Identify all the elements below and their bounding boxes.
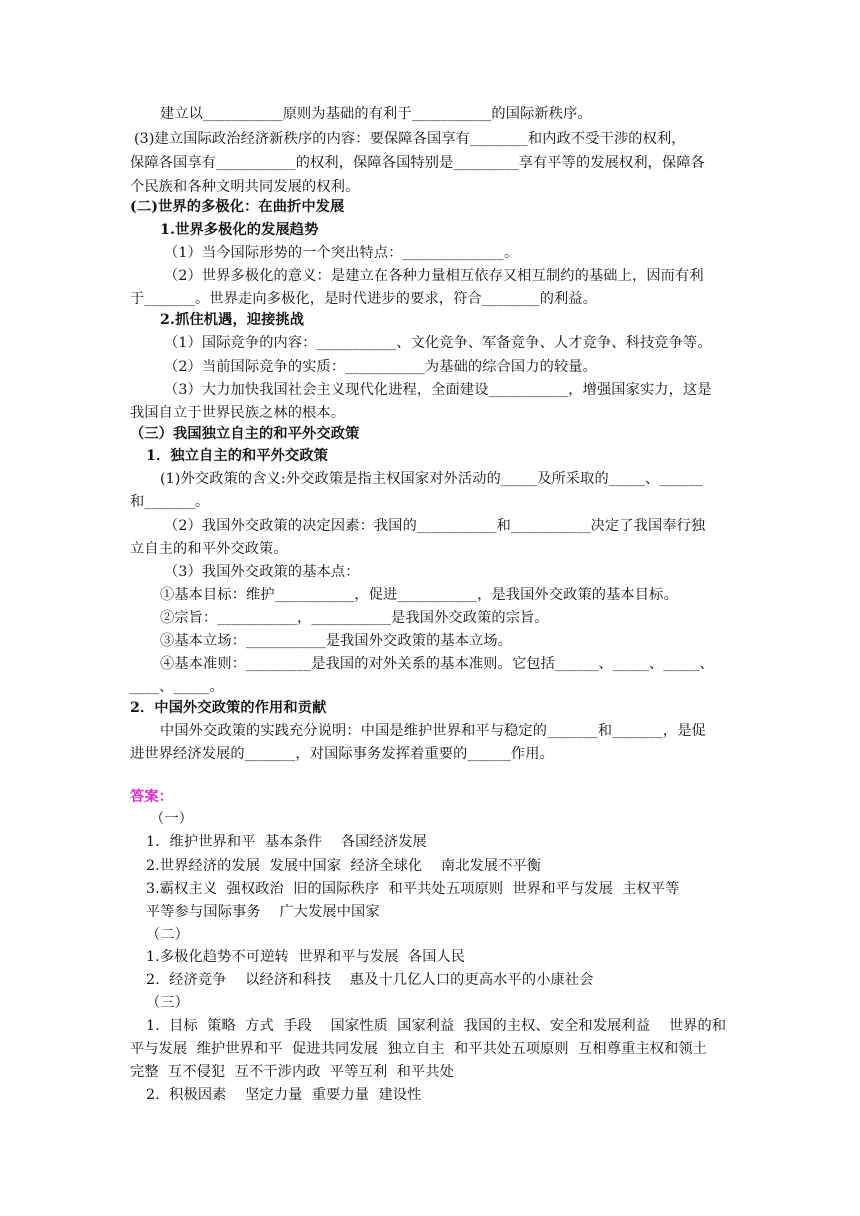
text-line: （2）世界多极化的意义：是建立在各种力量相互依存又相互制约的基础上，因而有利 [164,268,704,284]
text-line: ③基本立场：___________是我国外交政策的基本立场。 [160,633,513,649]
section-heading: (二)世界的多极化：在曲折中发展 [130,199,345,215]
answer-line: 2. 经济竞争 以经济和科技 惠及十几亿人口的更高水平的小康社会 [146,972,594,988]
answer-line: 完整 互不侵犯 互不干涉内政 平等互利 和平共处 [130,1064,455,1080]
subsection-heading: 1.世界多极化的发展趋势 [160,222,319,238]
text-line: ____、_____。 [130,679,224,695]
text-line: ①基本目标：维护___________，促进___________，是我国外交政策的基本目标。 [160,587,678,603]
text-line: 于_______。世界走向多极化，是时代进步的要求，符合________的利益。 [130,291,598,307]
answer-line: 2. 积极因素 坚定力量 重要力量 建设性 [146,1087,422,1103]
text-line: ②宗旨：___________，___________是我国外交政策的宗旨。 [160,610,549,626]
text-line: 我国自立于世界民族之林的根本。 [130,405,346,421]
text-line: 进世界经济发展的_______，对国际事务发挥着重要的______作用。 [130,746,554,762]
text-line: 保障各国享有___________的权利，保障各国特别是_________享有平等的发展权利，保障各 [130,155,706,171]
section-heading: （三）我国独立自主的和平外交政策 [130,426,360,442]
text-line: 立自主的和平外交政策。 [130,541,288,557]
answer-line: 1. 目标 策略 方式 手段 国家性质 国家利益 我国的主权、安全和发展利益 世界的和 [146,1018,727,1034]
section-heading: 2．中国外交政策的作用和贡献 [130,700,327,716]
text-line: 建立以___________原则为基础的有利于___________的国际新秩序。 [160,106,592,122]
answer-line: （二） [146,927,190,943]
text-line: （1）当今国际形势的一个突出特点：______________。 [164,245,519,261]
answers-heading: 答案： [130,789,174,805]
text-line: （1）国际竞争的内容：___________、文化竞争、军备竞争、人才竞争、科技竞争等。 [164,335,712,351]
text-line: （3）我国外交政策的基本点： [164,564,360,580]
text-line: ④基本准则：_________是我国的对外关系的基本准则。它包括______、_____、_____、 [160,656,714,672]
answer-line: 平等参与国际事务 广大发展中国家 [146,904,380,920]
answer-line: 1.多极化趋势不可逆转 世界和平与发展 各国人民 [146,949,466,965]
text-line: （2）当前国际竞争的实质：___________为基础的综合国力的较量。 [164,359,597,375]
text-line: 中国外交政策的实践充分说明：中国是维护世界和平与稳定的_______和_______，是促 [160,723,706,739]
answer-line: 平与发展 维护世界和平 促进共同发展 独立自主 和平共处五项原则 互相尊重主权和领土 [130,1041,708,1057]
answer-line: 3.霸权主义 强权政治 旧的国际秩序 和平共处五项原则 世界和平与发展 主权平等 [146,881,680,897]
answer-line: （一） [150,811,194,827]
subsection-heading: 1．独立自主的和平外交政策 [146,448,329,464]
text-line: 个民族和各种文明共同发展的权利。 [130,179,360,195]
answer-line: 1．维护世界和平 基本条件 各国经济发展 [146,834,427,850]
text-line: (1)外交政策的含义:外交政策是指主权国家对外活动的_____及所采取的_____、______ [160,471,703,487]
text-line: (3)建立国际政治经济新秩序的内容：要保障各国享有________和内政不受干涉的权利， [134,131,686,147]
answer-line: 2.世界经济的发展 发展中国家 经济全球化 南北发展不平衡 [146,858,542,874]
answer-line: （三） [146,995,190,1011]
text-line: 和_______。 [130,494,210,510]
text-line: （2）我国外交政策的决定因素：我国的___________和___________决定了我国奉行独 [164,518,706,534]
subsection-heading: 2.抓住机遇，迎接挑战 [160,312,305,328]
text-line: （3）大力加快我国社会主义现代化进程，全面建设___________，增强国家实力，这是 [164,382,712,398]
